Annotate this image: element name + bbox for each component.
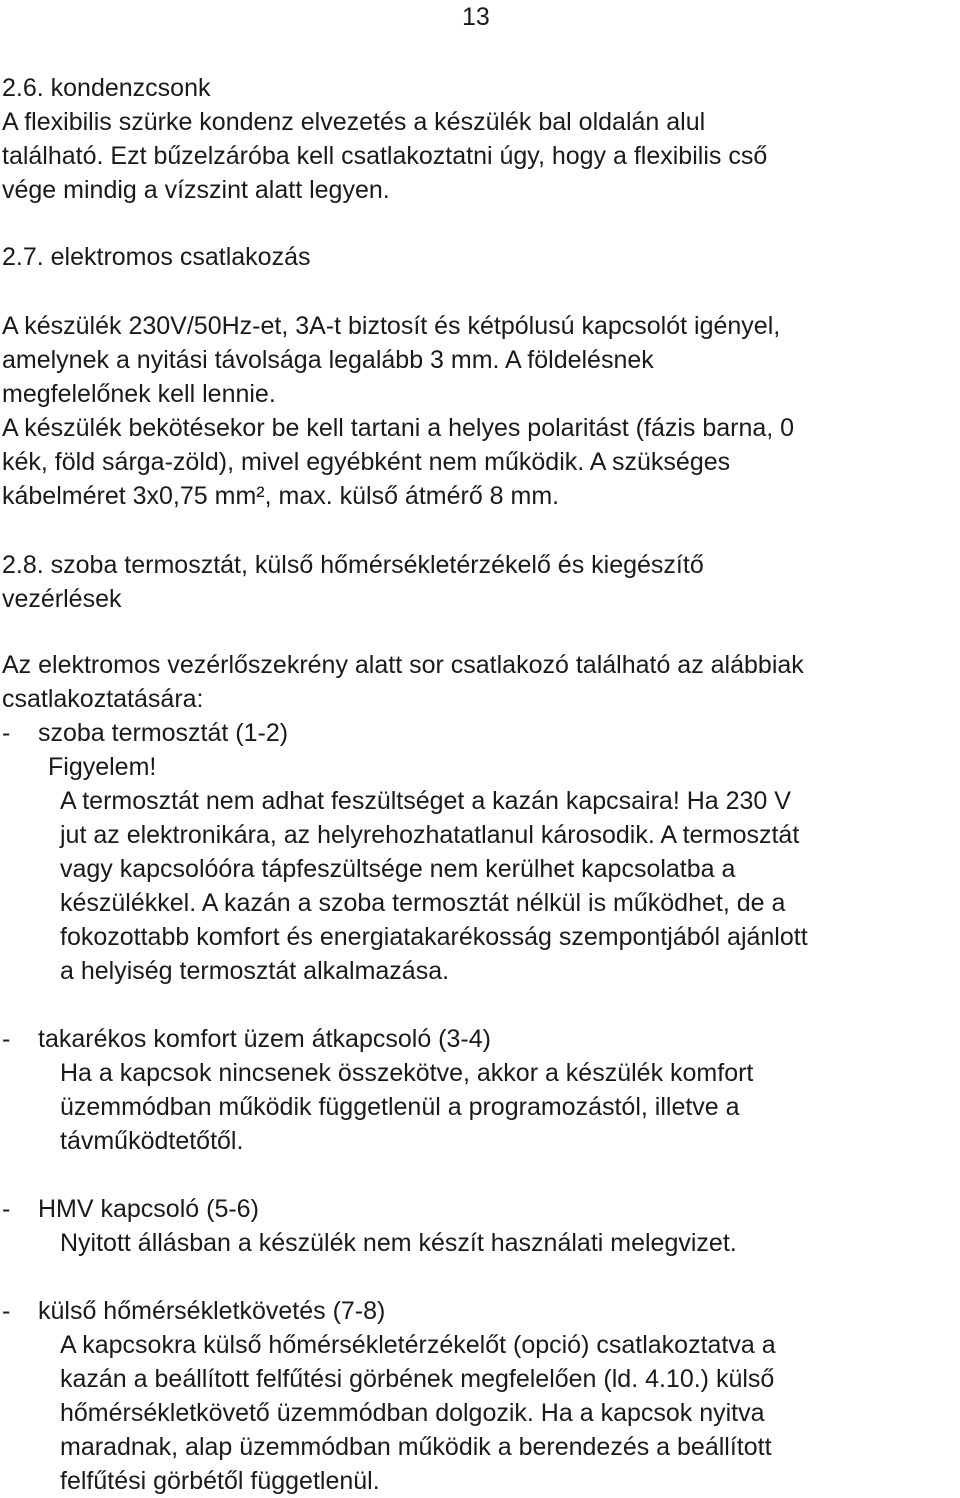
paragraph-line: A termosztát nem adhat feszültséget a kazán kapcsaira! Ha 230 V: [60, 787, 791, 815]
list-item-title: szoba termosztát (1-2): [38, 719, 289, 747]
paragraph-line: kábelméret 3x0,75 mm², max. külső átmérő 8 mm.: [2, 482, 560, 510]
list-item-body: [60, 784, 957, 988]
paragraph-line: maradnak, alap üzemmódban működik a berendezés a beállított: [60, 1433, 772, 1461]
paragraph-line: távműködtetőtől.: [60, 1127, 244, 1155]
paragraph-line: csatlakoztatására:: [2, 685, 204, 713]
paragraph-line: Nyitott állásban a készülék nem készít használati melegvizet.: [60, 1229, 737, 1257]
paragraph-line: A készülék 230V/50Hz-et, 3A-t biztosít és kétpólusú kapcsolót igényel,: [2, 312, 781, 340]
paragraph-line: a helyiség termosztát alkalmazása.: [60, 957, 450, 985]
section-2-8: [2, 548, 957, 616]
section-2-8-intro: [2, 648, 957, 716]
section-heading: 2.7. elektromos csatlakozás: [2, 243, 311, 271]
paragraph-line: kék, föld sárga-zöld), mivel egyébként nem működik. A szükséges: [2, 448, 731, 476]
paragraph-line: vagy kapcsolóóra tápfeszültsége nem kerülhet kapcsolatba a: [60, 855, 736, 883]
list-dash: -: [2, 1025, 11, 1053]
list-item-body: [60, 1056, 957, 1158]
page-number: 13: [462, 3, 490, 31]
list-item: [2, 716, 957, 750]
paragraph-line: hőmérsékletkövető üzemmódban dolgozik. Ha a kapcsok nyitva: [60, 1399, 765, 1427]
list-dash: -: [2, 719, 11, 747]
list-dash: -: [2, 1297, 11, 1325]
list-item-body: [48, 750, 948, 784]
list-item-title: takarékos komfort üzem átkapcsoló (3-4): [38, 1025, 491, 1053]
paragraph-line: készülékkel. A kazán a szoba termosztát nélkül is működhet, de a: [60, 889, 786, 917]
section-heading: 2.6. kondenzcsonk: [2, 74, 211, 102]
paragraph-line: fokozottabb komfort és energiatakarékosság szempontjából ajánlott: [60, 923, 808, 951]
paragraph-line: amelynek a nyitási távolsága legalább 3 mm. A földelésnek: [2, 346, 654, 374]
section-2-7-body: [2, 309, 957, 513]
list-item: [2, 1022, 957, 1056]
list-item: [2, 1192, 957, 1226]
paragraph-line: jut az elektronikára, az helyrehozhatatlanul károsodik. A termosztát: [60, 821, 800, 849]
list-item-body: [60, 1328, 957, 1498]
paragraph-line: vége mindig a vízszint alatt legyen.: [2, 176, 390, 204]
list-dash: -: [2, 1195, 11, 1223]
paragraph-line: megfelelőnek kell lennie.: [2, 380, 276, 408]
section-2-6: [2, 71, 957, 207]
paragraph-line: felfűtési görbétől függetlenül.: [60, 1467, 380, 1495]
section-2-7: [2, 240, 957, 274]
list-item-body: [60, 1226, 957, 1260]
paragraph-line: kazán a beállított felfűtési görbének megfelelően (ld. 4.10.) külső: [60, 1365, 775, 1393]
list-item: [2, 1294, 957, 1328]
section-heading: vezérlések: [2, 585, 122, 613]
paragraph-line: található. Ezt bűzelzáróba kell csatlakoztatni úgy, hogy a flexibilis cső: [2, 142, 768, 170]
paragraph-line: Figyelem!: [48, 753, 157, 781]
paragraph-line: Ha a kapcsok nincsenek összekötve, akkor a készülék komfort: [60, 1059, 754, 1087]
paragraph-line: A flexibilis szürke kondenz elvezetés a készülék bal oldalán alul: [2, 108, 706, 136]
paragraph-line: Az elektromos vezérlőszekrény alatt sor csatlakozó található az alábbiak: [2, 651, 804, 679]
paragraph-line: üzemmódban működik függetlenül a programozástól, illetve a: [60, 1093, 740, 1121]
list-item-title: HMV kapcsoló (5-6): [38, 1195, 259, 1223]
section-heading: 2.8. szoba termosztát, külső hőmérsékletérzékelő és kiegészítő: [2, 551, 704, 579]
paragraph-line: A készülék bekötésekor be kell tartani a helyes polaritást (fázis barna, 0: [2, 414, 795, 442]
paragraph-line: A kapcsokra külső hőmérsékletérzékelőt (opció) csatlakoztatva a: [60, 1331, 776, 1359]
list-item-title: külső hőmérsékletkövetés (7-8): [38, 1297, 386, 1325]
